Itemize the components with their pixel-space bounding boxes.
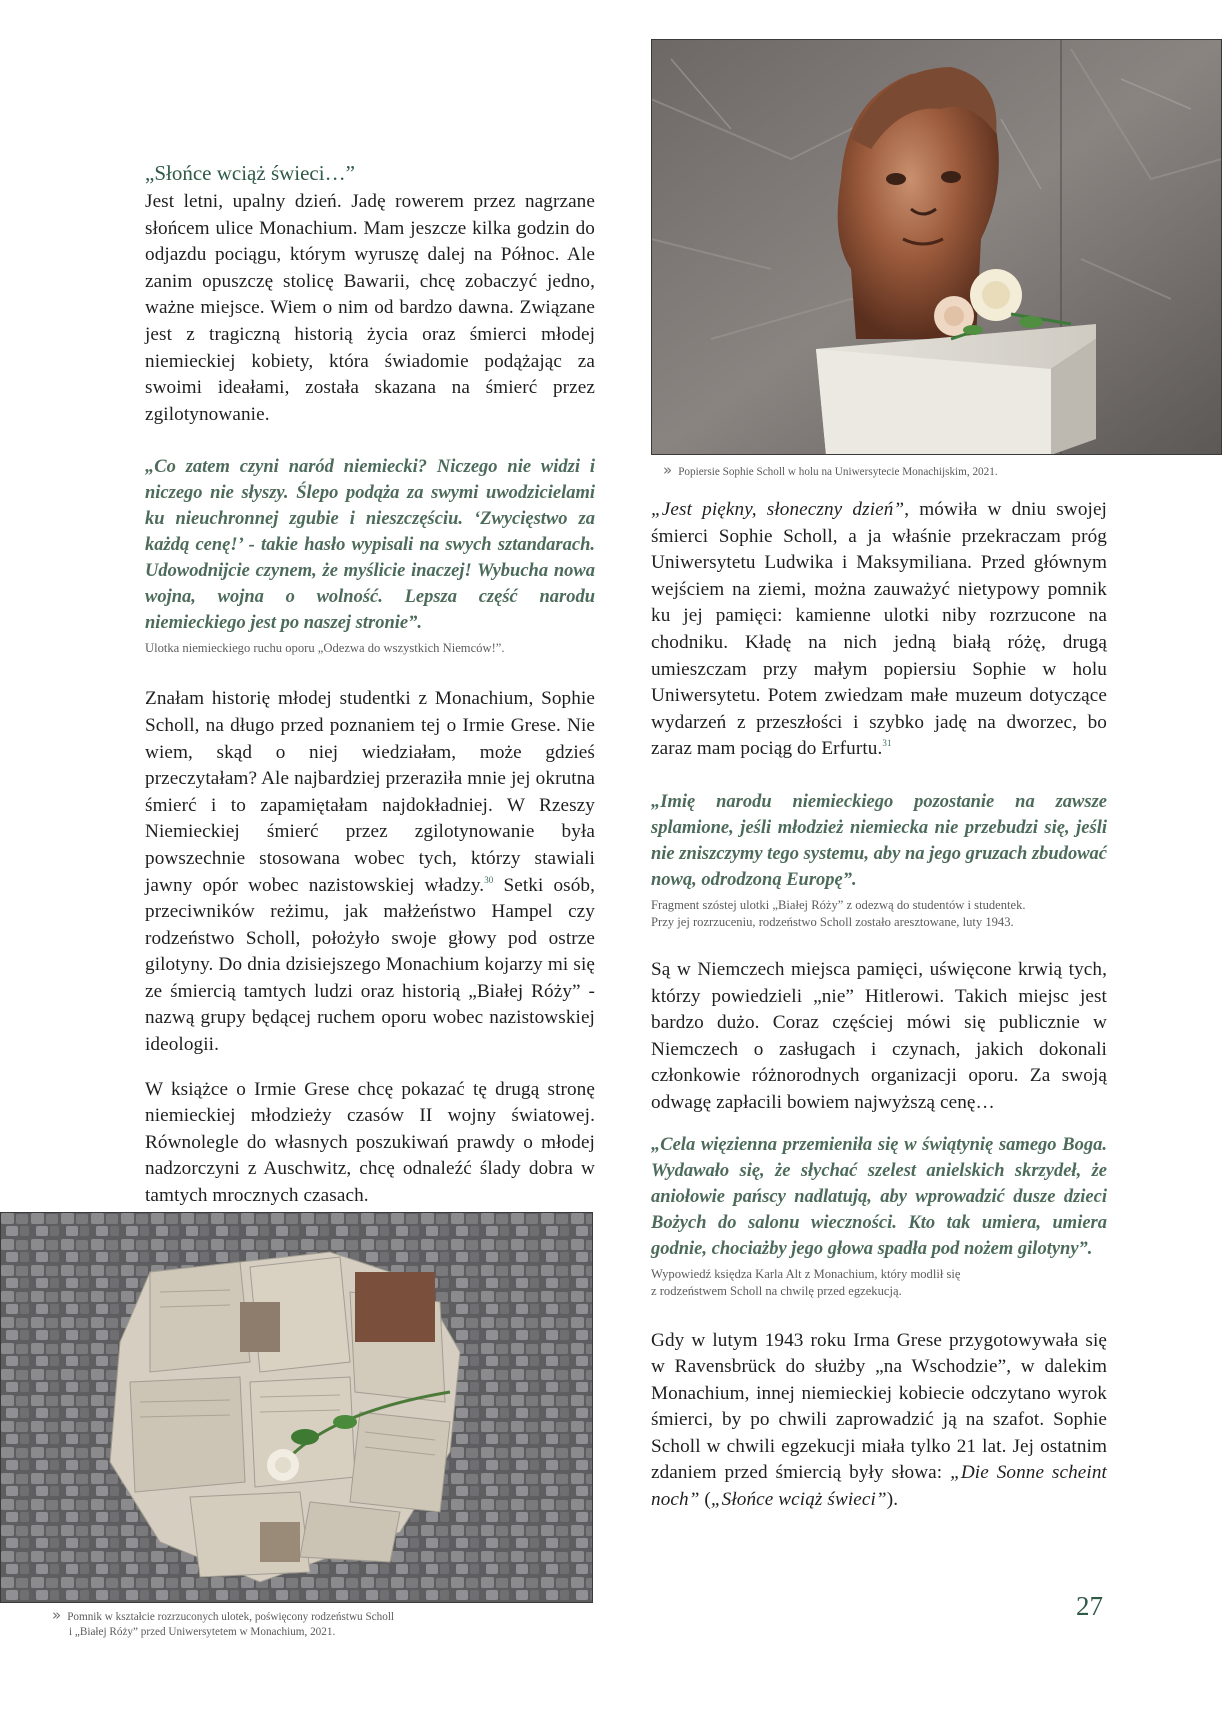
left-paragraph-1: Jest letni, upalny dzień. Jadę rowerem przez nagrzane słońcem ulice Monachium. Mam jeszcze kilka godzin do odjazdu pociągu, którym wyruszę dalej na Północ. Ale zanim opuszczę stolicę Bawarii, chcę zobaczyć jedno, ważne miejsce. Wiem o nim od bardzo dawna. Związane jest z tragiczną historią życia oraz śmierci młodej niemieckiej kobiety, która świadomie podążając za swoimi ideałami, została skazana na śmierć przez zgilotynowanie.: [145, 191, 595, 425]
quote-3-source: [651, 1266, 1107, 1300]
right-paragraph-3: [651, 1328, 1107, 1514]
left-paragraph-2b: Setki osób, przeciwników reżimu, jak małżeństwo Hampel czy rodzeństwo Scholl, położyło swoje głowy pod ostrze gilotyny. Do dnia dzisiejszego Monachium kojarzy mi się ze śmiercią tamtych ludzi oraz historią „Białej Róży” - nazwą grupy będącej ruchem oporu wobec nazistowskiej ideologii.: [145, 874, 595, 1056]
left-paragraph-2a: Znałam historię młodej studentki z Monachium, Sophie Scholl, na długo przed poznaniem tej o Irmie Grese. Nie wiem, skąd o niej wiedziałam, może gdzieś przeczytałam? Ale najbardziej przeraziła mnie jej okrutna śmierć i to zapamiętałam najdokładniej. W Rzeszy Niemieckiej śmierć przez zgilotynowanie była powszechnie stosowana wobec tych, którzy stawiali jawny opór wobec nazistowskiej władzy.: [145, 688, 595, 896]
quote-3-source-line-2: z rodzeństwem Scholl na chwilę przed egzekucją.: [651, 1283, 902, 1298]
quote-1: „Co zatem czyni naród niemiecki? Niczego nie widzi i niczego nie słyszy. Ślepo podąża za swymi uwodzicielami ku nieuchronnej zgubie i nieszczęściu. ‘Zwycięstwo za każdą cenę!’ - takie hasło wypisali na swych sztandarach. Udowodnijcie czynem, że myślicie inaczej! Wybucha nowa wojna, wojna o wolność. Lepsza część narodu niemieckiego jest po naszej stronie”.: [145, 457, 595, 634]
right-paragraph-3-german: „Die Sonne scheint noch”: [651, 1462, 1107, 1511]
page-number: 27: [1076, 1591, 1103, 1621]
right-paragraph-3-polish: „Słońce wciąż świeci”: [710, 1489, 887, 1511]
caption-top: [663, 463, 998, 480]
right-paragraph-3-end: ).: [886, 1489, 899, 1511]
right-paragraph-1-quote: „Jest piękny, słoneczny dzień”: [651, 499, 905, 520]
right-paragraph-3-text: Gdy w lutym 1943 roku Irma Grese przygotowywała się w Ravensbrück do służby „na Wschodzie”, w dalekim Monachium, innej niemieckiej kobiecie odczytano wyrok śmierci, by po chwili zaprowadzić ją na szafot. Sophie Scholl w chwili egzekucji miała tylko 21 lat. Jej ostatnim zdaniem przed śmiercią były słowa:: [651, 1329, 1107, 1484]
caption-bottom-line-2: i „Białej Róży” przed Uniwersytetem w Monachium, 2021.: [69, 1626, 336, 1638]
caption-bottom-line-1: Pomnik w kształcie rozrzuconych ulotek, poświęcony rodzeństwu Scholl: [67, 1611, 395, 1623]
footnote-31: 31: [882, 738, 892, 749]
chevron-icon: »: [52, 1606, 62, 1624]
section-heading: „Słońce wciąż świeci…”: [145, 161, 355, 185]
chevron-icon: »: [663, 461, 673, 479]
quote-2-source: [651, 897, 1107, 931]
quote-3: „Cela więzienna przemieniła się w świątynię samego Boga. Wydawało się, że słychać szelest anielskich skrzydeł, że aniołowie pańscy nadlatują, aby wprowadzić dusze dzieci Bożych do salonu wieczności. Kto tak umiera, umiera godnie, chociażby jego głowa spadła pod nożem gilotyny”.: [651, 1134, 1107, 1259]
photo-bust-sophie-scholl: [651, 39, 1222, 455]
left-column: [145, 161, 595, 1210]
quote-2: „Imię narodu niemieckiego pozostanie na zawsze splamione, jeśli młodzież niemiecka nie przebudzi się, jeśli nie zniszczymy tego systemu, aby na jego gruzach zbudować nową, odrodzoną Europę”.: [651, 791, 1107, 890]
quote-1-source: Ulotka niemieckiego ruchu oporu „Odezwa do wszystkich Niemców!”.: [145, 641, 505, 656]
right-paragraph-1: [651, 497, 1107, 763]
footnote-30: 30: [484, 874, 494, 885]
quote-3-source-line-1: Wypowiedź księdza Karla Alt z Monachium, który modlił się: [651, 1266, 961, 1281]
quote-2-source-line-2: Przy jej rozrzuceniu, rodzeństwo Scholl zostało aresztowane, luty 1943.: [651, 914, 1014, 929]
right-paragraph-1-text: , mówiła w dniu swojej śmierci Sophie Scholl, a ja właśnie przekraczam próg Uniwersytetu Ludwika i Maksymiliana. Przed głównym wejściem na ziemi, można zauważyć nietypowy pomnik ku jej pamięci: kamienne ulotki niby rozrzucone na chodniku. Kładę na nich jedną białą różę, drugą umieszczam przy małym popiersiu Sophie w holu Uniwersytetu. Potem zwiedzam małe muzeum dotyczące wydarzeń z przeszłości i szybko jadę na dworzec, bo zaraz mam pociąg do Erfurtu.: [651, 499, 1107, 760]
right-paragraph-3-mid: (: [699, 1489, 711, 1511]
right-paragraph-2: Są w Niemczech miejsca pamięci, uświęcone krwią tych, którzy powiedzieli „nie” Hitlerowi. Takich miejsc jest bardzo dużo. Coraz częściej mówi się publicznie w Niemczech o zasługach i czynach, jakich dokonali członkowie różnorodnych organizacji oporu. Za swoją odwagę zapłacili bowiem najwyższą cenę…: [651, 958, 1107, 1113]
quote-2-source-line-1: Fragment szóstej ulotki „Białej Róży” z odezwą do studentów i studentek.: [651, 897, 1026, 912]
right-column: [651, 497, 1107, 1514]
caption-top-text: Popiersie Sophie Scholl w holu na Uniwersytecie Monachijskim, 2021.: [678, 466, 998, 478]
photo-leaflet-memorial: [0, 1212, 593, 1603]
caption-bottom: [52, 1608, 394, 1640]
left-paragraph-3: W książce o Irmie Grese chcę pokazać tę drugą stronę niemieckiej młodzieży czasów II wojny światowej. Równolegle do własnych poszukiwań prawdy o młodej nadzorczyni z Auschwitz, chcę odnaleźć ślady dobra w tamtych mrocznych czasach.: [145, 1078, 595, 1207]
left-paragraph-2: [145, 686, 595, 1058]
